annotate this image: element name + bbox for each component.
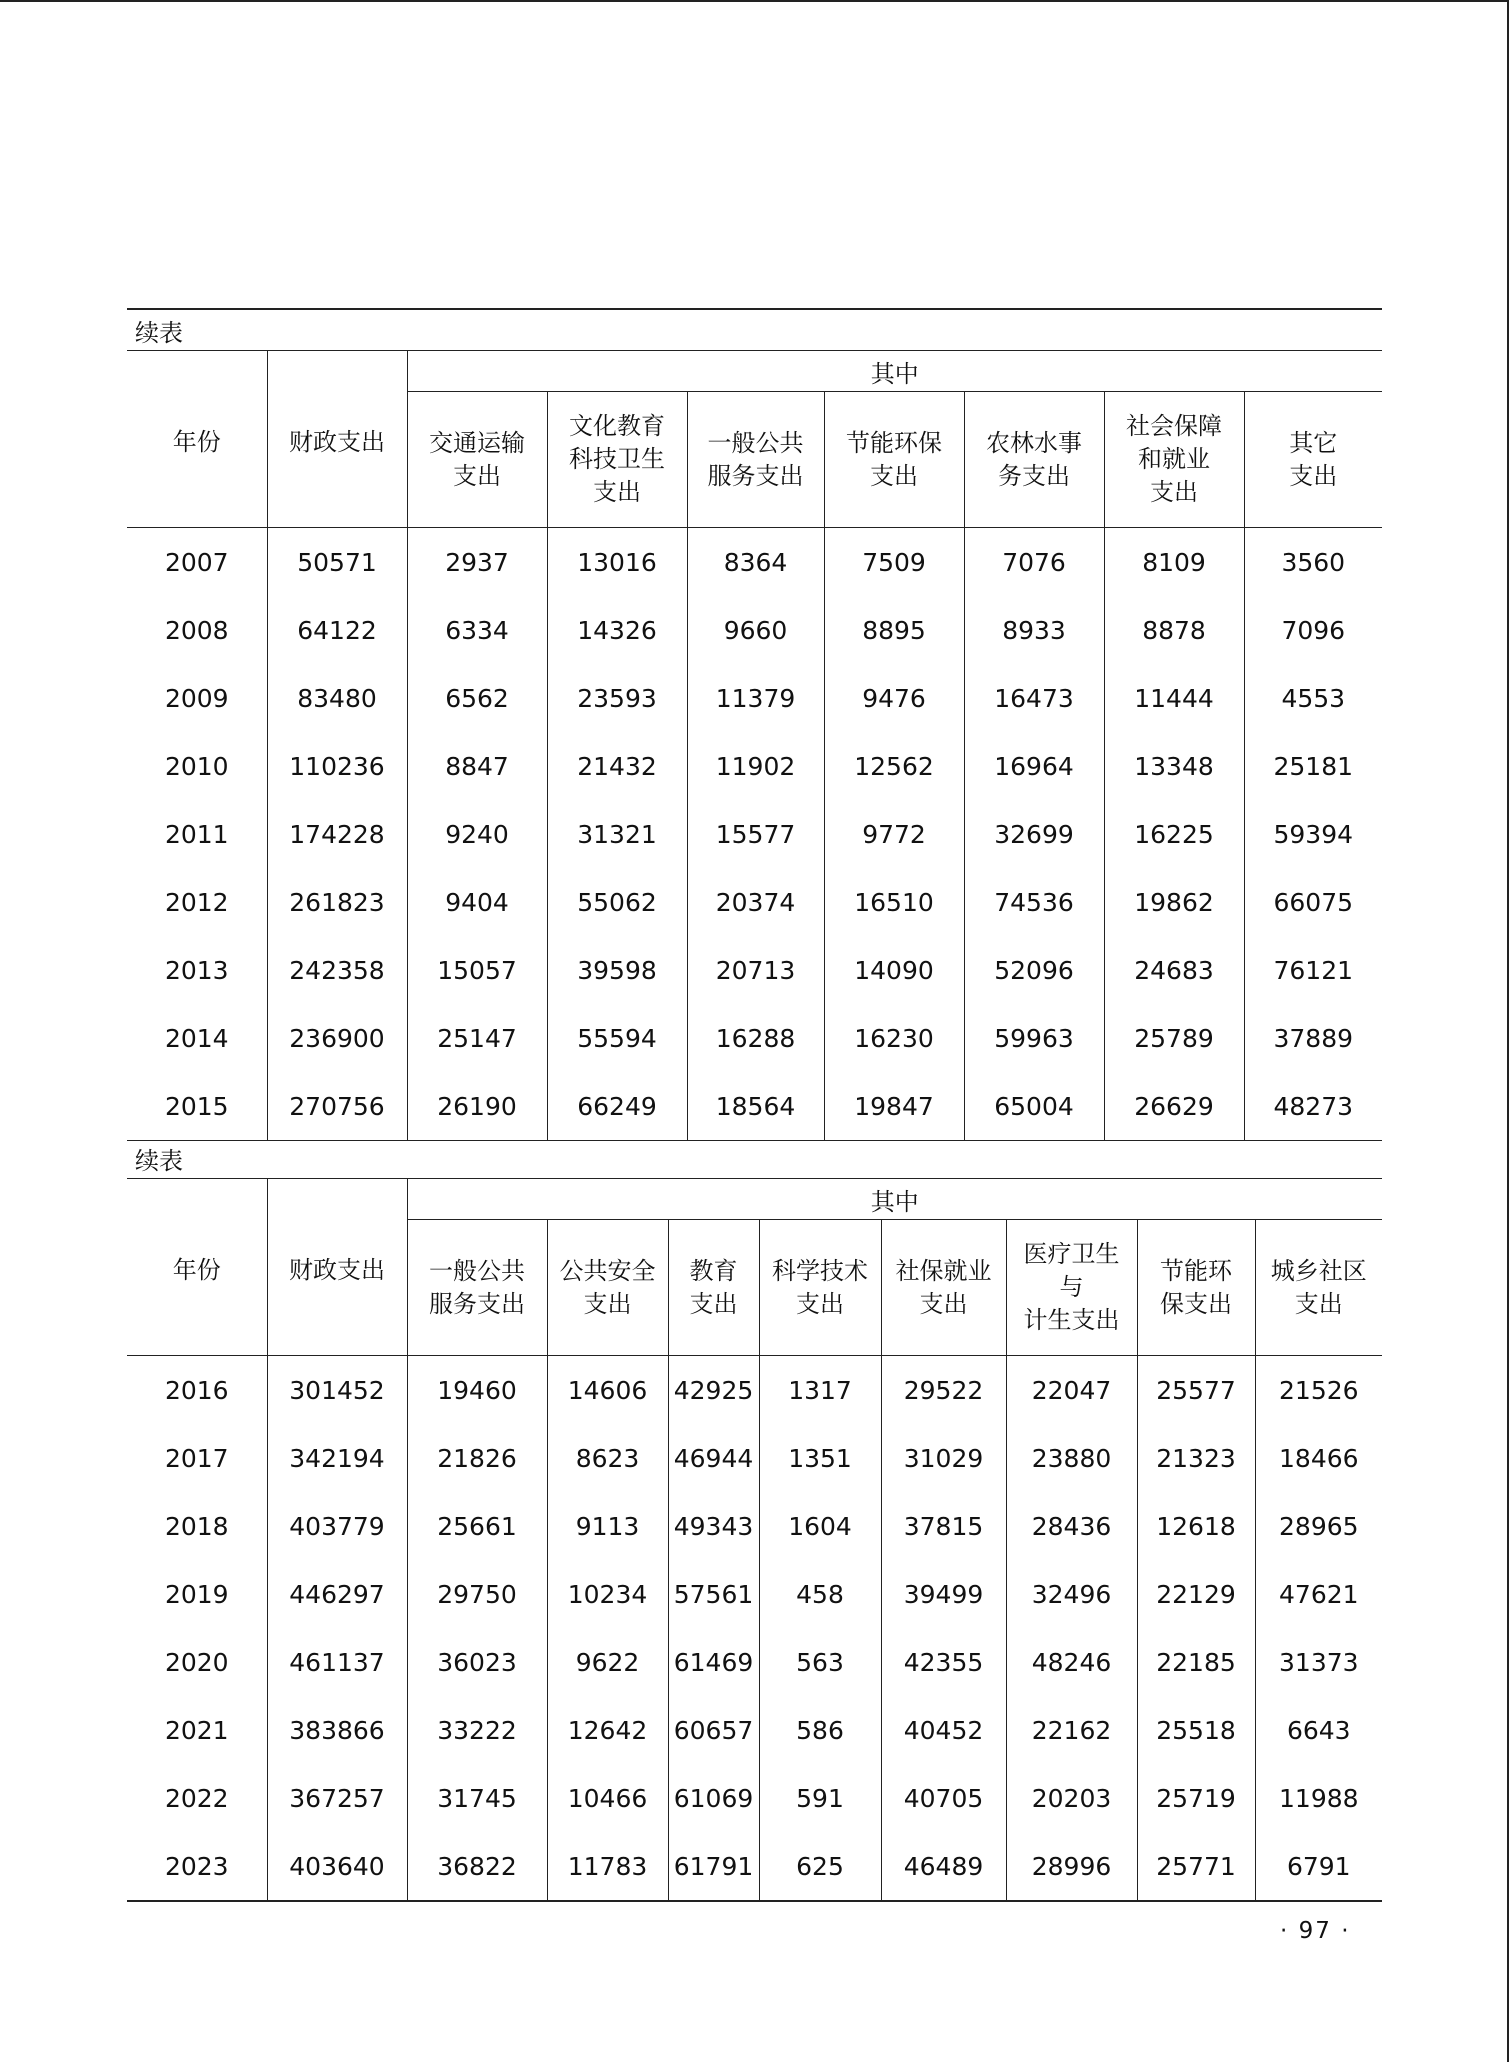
value-cell: 25789: [1104, 1004, 1244, 1072]
value-cell: 74536: [964, 868, 1104, 936]
column-header-line: 节能环保: [846, 428, 942, 457]
column-header-line: 支出: [796, 1289, 844, 1318]
value-cell: 9772: [824, 800, 964, 868]
column-header-line: 支出: [593, 478, 641, 506]
table-2016-2023: [127, 1138, 1382, 1902]
value-cell: 1351: [759, 1424, 881, 1492]
table-row: [127, 936, 1382, 1004]
value-cell: 10466: [547, 1764, 668, 1832]
value-cell: 61069: [668, 1764, 759, 1832]
value-cell: 25661: [407, 1492, 547, 1560]
value-cell: 28436: [1006, 1492, 1137, 1560]
total-cell: 64122: [267, 596, 407, 664]
year-cell: 2022: [127, 1764, 267, 1832]
value-cell: 16473: [964, 664, 1104, 732]
value-cell: 21323: [1137, 1424, 1255, 1492]
year-cell: 2019: [127, 1560, 267, 1628]
value-cell: 52096: [964, 936, 1104, 1004]
value-cell: 625: [759, 1832, 881, 1901]
value-cell: 25771: [1137, 1832, 1255, 1901]
value-cell: 37889: [1273, 1023, 1354, 1053]
value-cell: 12642: [547, 1696, 668, 1764]
column-header-line: 和就业: [1138, 445, 1210, 473]
table-row: [127, 596, 1382, 664]
value-cell: 36023: [407, 1628, 547, 1696]
value-cell: 8109: [1104, 528, 1244, 597]
value-cell: 20713: [687, 936, 824, 1004]
table-row: [127, 1560, 1382, 1628]
value-cell: 591: [759, 1764, 881, 1832]
value-cell: 12618: [1137, 1492, 1255, 1560]
value-cell: 11902: [687, 732, 824, 800]
value-cell: 19847: [824, 1072, 964, 1141]
value-cell: 14090: [824, 936, 964, 1004]
value-cell: 16225: [1104, 800, 1244, 868]
value-cell: 60657: [668, 1696, 759, 1764]
column-header-line: 社会保障: [1126, 412, 1222, 440]
value-cell: 1317: [759, 1356, 881, 1425]
value-cell: 9404: [407, 868, 547, 936]
value-cell: 16230: [824, 1004, 964, 1072]
value-cell: 8364: [687, 528, 824, 597]
total-cell: 342194: [267, 1424, 407, 1492]
value-cell: 6562: [407, 664, 547, 732]
value-cell: 23593: [547, 664, 687, 732]
column-header-line: 保支出: [1160, 1289, 1232, 1318]
column-header: [1104, 392, 1244, 528]
value-cell: 22162: [1006, 1696, 1137, 1764]
value-cell: 16964: [964, 732, 1104, 800]
year-cell: 2015: [127, 1072, 267, 1141]
total-cell: 383866: [267, 1696, 407, 1764]
value-cell: 21432: [547, 732, 687, 800]
total-cell: 270756: [267, 1072, 407, 1141]
table-2007-2015: [127, 308, 1382, 1141]
value-cell: 46489: [881, 1832, 1006, 1901]
column-header-line: 农林水事: [986, 428, 1082, 457]
value-cell: 55594: [547, 1004, 687, 1072]
column-header-line: 公共安全: [559, 1256, 656, 1285]
table-row: [127, 1004, 1382, 1072]
value-cell: 11783: [547, 1832, 668, 1901]
column-header: [964, 392, 1104, 528]
value-cell: 20203: [1006, 1764, 1137, 1832]
value-cell: 8933: [964, 596, 1104, 664]
year-cell: 2012: [127, 868, 267, 936]
value-cell: 9113: [547, 1492, 668, 1560]
column-header-line: 文化教育: [569, 412, 665, 440]
value-cell: 19460: [407, 1356, 547, 1425]
value-cell: 39598: [547, 936, 687, 1004]
continued-label: 续表: [135, 318, 183, 347]
value-cell: 8623: [547, 1424, 668, 1492]
year-cell: 2013: [127, 936, 267, 1004]
total-cell: 403779: [267, 1492, 407, 1560]
group-header: 其中: [407, 351, 1382, 392]
column-header-line: 支出: [1289, 461, 1338, 490]
value-cell: 26629: [1104, 1072, 1244, 1141]
column-header-line: 服务支出: [707, 461, 804, 490]
column-header-line: 服务支出: [429, 1289, 525, 1318]
column-header-line: 交通运输: [429, 428, 525, 457]
table-row: [127, 1356, 1382, 1425]
column-header: [881, 1220, 1006, 1356]
value-cell: 6334: [407, 596, 547, 664]
value-cell: 1604: [759, 1492, 881, 1560]
year-cell: 2007: [127, 528, 267, 597]
column-header: [1006, 1220, 1137, 1356]
column-header-line: 与: [1059, 1273, 1084, 1301]
value-cell: 2937: [407, 528, 547, 597]
column-header-line: 一般公共: [429, 1256, 525, 1285]
value-cell: 28965: [1279, 1511, 1359, 1541]
total-cell: 301452: [267, 1356, 407, 1425]
value-cell: 76121: [1273, 955, 1354, 985]
value-cell: 8878: [1104, 596, 1244, 664]
value-cell: 9240: [407, 800, 547, 868]
value-cell: 14326: [547, 596, 687, 664]
total-cell: 242358: [267, 936, 407, 1004]
column-header-line: 城乡社区: [1270, 1256, 1367, 1285]
value-cell: 22047: [1006, 1356, 1137, 1425]
value-cell: 36822: [407, 1832, 547, 1901]
column-header-line: 科技卫生: [569, 445, 665, 473]
total-cell: 261823: [267, 868, 407, 936]
value-cell: 66249: [547, 1072, 687, 1141]
value-cell: 19862: [1104, 868, 1244, 936]
column-header: [547, 392, 687, 528]
table-row: [127, 1492, 1382, 1560]
column-header-line: 其它: [1289, 428, 1338, 457]
value-cell: 10234: [547, 1560, 668, 1628]
value-cell: 586: [759, 1696, 881, 1764]
value-cell: 65004: [964, 1072, 1104, 1141]
value-cell: 563: [759, 1628, 881, 1696]
year-cell: 2016: [127, 1356, 267, 1425]
value-cell: 42925: [668, 1356, 759, 1425]
total-cell: 403640: [267, 1832, 407, 1901]
value-cell: 12562: [824, 732, 964, 800]
value-cell: 61791: [668, 1832, 759, 1901]
total-cell: 446297: [267, 1560, 407, 1628]
value-cell: 15577: [687, 800, 824, 868]
value-cell: 37815: [881, 1492, 1006, 1560]
value-cell: 7096: [1281, 615, 1346, 645]
table-row: [127, 868, 1382, 936]
value-cell: 31029: [881, 1424, 1006, 1492]
column-header-line: 支出: [1294, 1289, 1343, 1318]
table-row: [127, 1628, 1382, 1696]
group-header: 其中: [407, 1179, 1382, 1220]
column-header-line: 社保就业: [895, 1256, 992, 1285]
total-cell: 50571: [267, 528, 407, 597]
year-cell: 2008: [127, 596, 267, 664]
value-cell: 46944: [668, 1424, 759, 1492]
value-cell: 11379: [687, 664, 824, 732]
value-cell: 6791: [1286, 1851, 1351, 1881]
value-cell: 9622: [547, 1628, 668, 1696]
column-header-line: 支出: [870, 461, 918, 490]
total-cell: 110236: [267, 732, 407, 800]
total-expenditure-header: 财政支出: [267, 351, 407, 528]
year-header: 年份: [127, 351, 267, 528]
value-cell: 4553: [1281, 683, 1346, 713]
year-cell: 2011: [127, 800, 267, 868]
value-cell: 3560: [1281, 547, 1346, 577]
value-cell: 40705: [881, 1764, 1006, 1832]
year-header: 年份: [127, 1179, 267, 1356]
value-cell: 16510: [824, 868, 964, 936]
value-cell: 21526: [1279, 1375, 1359, 1405]
value-cell: 20374: [687, 868, 824, 936]
total-cell: 236900: [267, 1004, 407, 1072]
value-cell: 8847: [407, 732, 547, 800]
table-row: [127, 800, 1382, 868]
value-cell: 29750: [407, 1560, 547, 1628]
total-cell: 461137: [267, 1628, 407, 1696]
value-cell: 32496: [1006, 1560, 1137, 1628]
value-cell: 9660: [687, 596, 824, 664]
value-cell: 57561: [668, 1560, 759, 1628]
value-cell: 42355: [881, 1628, 1006, 1696]
column-header-line: 一般公共: [707, 428, 804, 457]
year-cell: 2018: [127, 1492, 267, 1560]
page-number: · 97 ·: [1280, 1918, 1351, 1944]
year-cell: 2021: [127, 1696, 267, 1764]
value-cell: 6643: [1286, 1715, 1351, 1745]
value-cell: 21826: [407, 1424, 547, 1492]
value-cell: 31373: [1279, 1647, 1359, 1677]
total-cell: 174228: [267, 800, 407, 868]
year-cell: 2009: [127, 664, 267, 732]
column-header-line: 支出: [689, 1289, 738, 1318]
value-cell: 8895: [824, 596, 964, 664]
total-cell: 83480: [267, 664, 407, 732]
value-cell: 22185: [1137, 1628, 1255, 1696]
value-cell: 25147: [407, 1004, 547, 1072]
column-header: [687, 392, 824, 528]
value-cell: 48273: [1273, 1091, 1354, 1121]
column-header-line: 科学技术: [772, 1256, 868, 1285]
table-row: [127, 1424, 1382, 1492]
value-cell: 22129: [1137, 1560, 1255, 1628]
value-cell: 18564: [687, 1072, 824, 1141]
value-cell: 24683: [1104, 936, 1244, 1004]
value-cell: 32699: [964, 800, 1104, 868]
value-cell: 11444: [1104, 664, 1244, 732]
column-header-line: 支出: [1150, 478, 1198, 506]
value-cell: 15057: [407, 936, 547, 1004]
value-cell: 9476: [824, 664, 964, 732]
table-row: [127, 528, 1382, 597]
table-row: [127, 732, 1382, 800]
total-expenditure-header: 财政支出: [267, 1179, 407, 1356]
column-header: [407, 1220, 547, 1356]
table-row: [127, 1764, 1382, 1832]
value-cell: 25181: [1273, 751, 1354, 781]
column-header: [759, 1220, 881, 1356]
value-cell: 31745: [407, 1764, 547, 1832]
value-cell: 14606: [547, 1356, 668, 1425]
value-cell: 28996: [1006, 1832, 1137, 1901]
column-header: [668, 1220, 759, 1356]
value-cell: 29522: [881, 1356, 1006, 1425]
column-header-line: 教育: [689, 1256, 738, 1285]
value-cell: 59394: [1273, 819, 1354, 849]
table-row: [127, 1696, 1382, 1764]
column-header-line: 支出: [453, 461, 501, 490]
column-header: [1255, 1220, 1382, 1356]
value-cell: 31321: [547, 800, 687, 868]
column-header-line: 务支出: [998, 461, 1070, 490]
year-cell: 2020: [127, 1628, 267, 1696]
value-cell: 33222: [407, 1696, 547, 1764]
value-cell: 13016: [547, 528, 687, 597]
column-header-line: 支出: [919, 1289, 968, 1318]
continued-label: 续表: [135, 1146, 183, 1175]
value-cell: 55062: [547, 868, 687, 936]
value-cell: 61469: [668, 1628, 759, 1696]
value-cell: 40452: [881, 1696, 1006, 1764]
value-cell: 49343: [668, 1492, 759, 1560]
value-cell: 23880: [1006, 1424, 1137, 1492]
table-row: [127, 1072, 1382, 1141]
year-cell: 2014: [127, 1004, 267, 1072]
value-cell: 25577: [1137, 1356, 1255, 1425]
year-cell: 2010: [127, 732, 267, 800]
value-cell: 7076: [964, 528, 1104, 597]
column-header: [1137, 1220, 1255, 1356]
column-header: [547, 1220, 668, 1356]
value-cell: 13348: [1104, 732, 1244, 800]
year-cell: 2017: [127, 1424, 267, 1492]
column-header-line: 节能环: [1160, 1256, 1232, 1285]
column-header-line: 计生支出: [1023, 1306, 1120, 1334]
value-cell: 18466: [1279, 1443, 1359, 1473]
value-cell: 7509: [824, 528, 964, 597]
year-cell: 2023: [127, 1832, 267, 1901]
table-row: [127, 1832, 1382, 1901]
column-header-line: 支出: [583, 1289, 632, 1318]
value-cell: 66075: [1273, 887, 1354, 917]
value-cell: 16288: [687, 1004, 824, 1072]
value-cell: 59963: [964, 1004, 1104, 1072]
value-cell: 11988: [1279, 1783, 1359, 1813]
table-row: [127, 664, 1382, 732]
column-header-line: 医疗卫生: [1023, 1240, 1120, 1268]
value-cell: 48246: [1006, 1628, 1137, 1696]
value-cell: 47621: [1279, 1579, 1359, 1609]
value-cell: 25719: [1137, 1764, 1255, 1832]
value-cell: 39499: [881, 1560, 1006, 1628]
value-cell: 25518: [1137, 1696, 1255, 1764]
column-header: [1244, 392, 1382, 528]
value-cell: 458: [759, 1560, 881, 1628]
value-cell: 26190: [407, 1072, 547, 1141]
column-header: [824, 392, 964, 528]
column-header: [407, 392, 547, 528]
total-cell: 367257: [267, 1764, 407, 1832]
